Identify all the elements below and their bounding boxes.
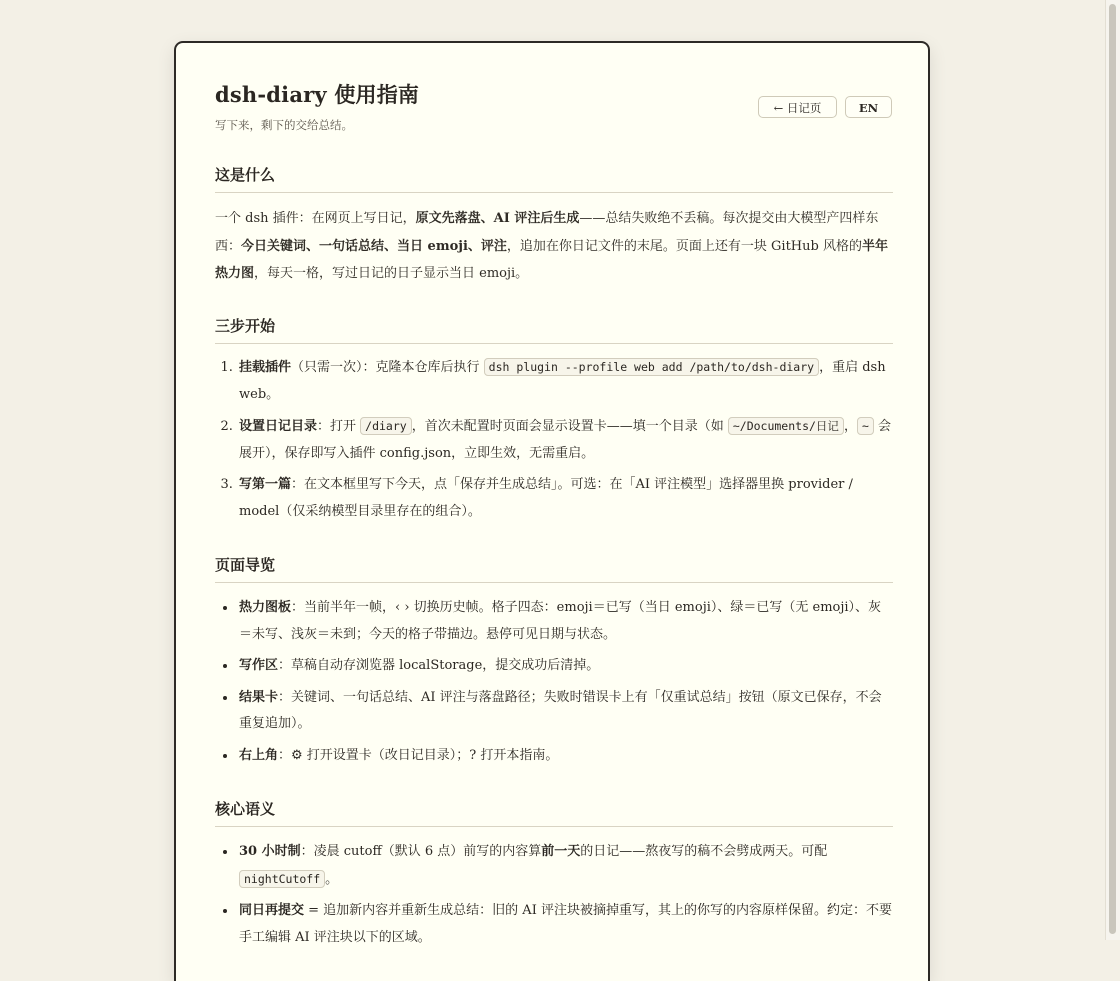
section-steps (215, 315, 893, 530)
step-2-title: 设置日记目录 (239, 419, 318, 434)
core-item-30h (237, 839, 893, 893)
nav-list (215, 595, 893, 769)
core-item-resubmit (237, 898, 893, 951)
step-1-command: dsh plugin --profile web add /path/to/dsh-diary (484, 358, 819, 376)
step-1-text-2: ，重启 dsh web。 (239, 360, 886, 402)
step-item-3 (237, 472, 893, 525)
section-heading-core: 核心语义 (215, 798, 893, 827)
core-item-30h-bold-prev-day: 前一天 (541, 844, 581, 859)
step-item-1 (237, 354, 893, 408)
step-2-tilde: ~ (857, 417, 874, 435)
step-2-text-1: ：打开 (317, 419, 361, 434)
section-heading-what: 这是什么 (215, 164, 893, 193)
back-to-diary-button[interactable]: ← 日记页 (758, 96, 837, 118)
step-2-text-4: 会展开），保存即写入插件 config.json，立即生效，无需重启。 (239, 419, 892, 461)
step-2-text-2: ，首次未配置时页面会显示设置卡——填一个目录（如 (411, 419, 728, 434)
nav-item-top-right-title: 右上角 (239, 747, 279, 763)
steps-list (215, 354, 893, 525)
what-bold-3: 半年热力图 (215, 238, 888, 281)
nav-item-top-right-text: ：⚙ 打开设置卡（改日记目录）；? 打开本指南。 (278, 747, 559, 763)
section-heading-nav: 页面导览 (215, 554, 893, 583)
step-1-title: 挂载插件 (239, 360, 292, 375)
section-core (215, 798, 893, 956)
nav-item-result-card (237, 685, 893, 738)
step-3-text-1: ：在文本框里写下今天，点「保存并生成总结」。可选：在「AI 评注模型」选择器里换 provider / model（仅采纳模型目录里存在的组合）。 (239, 477, 853, 519)
core-item-30h-config-key: nightCutoff (239, 870, 325, 888)
what-bold-1: 原文先落盘、AI 评注后生成 (415, 211, 580, 226)
scrollbar[interactable] (1105, 0, 1120, 940)
core-item-resubmit-text: = 追加新内容并重新生成总结：旧的 AI 评注块被摘掉重写，其上的你写的内容原样保留。约定：不要手工编辑 AI 评注块以下的区域。 (239, 903, 892, 945)
nav-item-editor-text: ：草稿自动存浏览器 localStorage，提交成功后清掉。 (278, 658, 600, 673)
what-bold-2: 今日关键词、一句话总结、当日 emoji、评注 (241, 238, 507, 254)
core-list (215, 839, 893, 951)
nav-item-heatmap-title: 热力图板 (239, 600, 292, 615)
core-item-30h-title: 30 小时制 (239, 844, 301, 859)
step-2-route: /diary (360, 417, 412, 435)
nav-item-heatmap-text: ：当前半年一帧，‹ › 切换历史帧。格子四态：emoji＝已写（当日 emoji）、绿＝已写（无 emoji）、灰＝未写、浅灰＝未到；今天的格子带描边。悬停可见日期与状态。 (239, 600, 882, 642)
guide-card (174, 41, 930, 981)
step-3-title: 写第一篇 (239, 477, 292, 492)
nav-item-editor (237, 653, 893, 680)
page-title: dsh-diary 使用指南 (215, 82, 420, 107)
step-item-2 (237, 413, 893, 467)
language-toggle-button[interactable]: EN (845, 96, 892, 118)
what-text-1: 一个 dsh 插件：在网页上写日记， (215, 211, 416, 226)
core-item-resubmit-title: 同日再提交 (239, 903, 305, 918)
nav-item-result-card-title: 结果卡 (239, 689, 279, 705)
what-text-4: ，每天一格，写过日记的日子显示当日 emoji。 (254, 266, 529, 281)
nav-item-heatmap (237, 595, 893, 648)
step-1-text-1: （只需一次）：克隆本仓库后执行 (291, 360, 484, 375)
nav-item-editor-title: 写作区 (239, 658, 279, 673)
step-2-example-path: ~/Documents/日记 (728, 417, 844, 435)
page-subtitle: 写下来，剩下的交给总结。 (215, 118, 353, 132)
what-text-2: ——总结失败绝不丢稿。每次提交由大模型产四样东西： (215, 211, 879, 254)
core-item-30h-text-2: 的日记——熬夜写的稿不会劈成两天。可配 (580, 844, 828, 859)
what-paragraph (215, 205, 893, 288)
nav-item-result-card-text: ：关键词、一句话总结、AI 评注与落盘路径；失败时错误卡上有「仅重试总结」按钮（原文已保存，不会重复追加）。 (239, 689, 882, 731)
section-heading-steps: 三步开始 (215, 315, 893, 344)
section-what (215, 164, 893, 288)
core-item-30h-text-1: ：凌晨 cutoff（默认 6 点）前写的内容算 (300, 844, 542, 859)
what-text-3: ，追加在你日记文件的末尾。页面上还有一块 GitHub 风格的 (506, 238, 862, 254)
section-nav (215, 554, 893, 774)
scrollbar-thumb[interactable] (1109, 4, 1116, 934)
step-2-text-3: ， (843, 419, 857, 434)
nav-item-top-right (237, 743, 893, 770)
core-item-30h-text-3: 。 (325, 871, 339, 887)
